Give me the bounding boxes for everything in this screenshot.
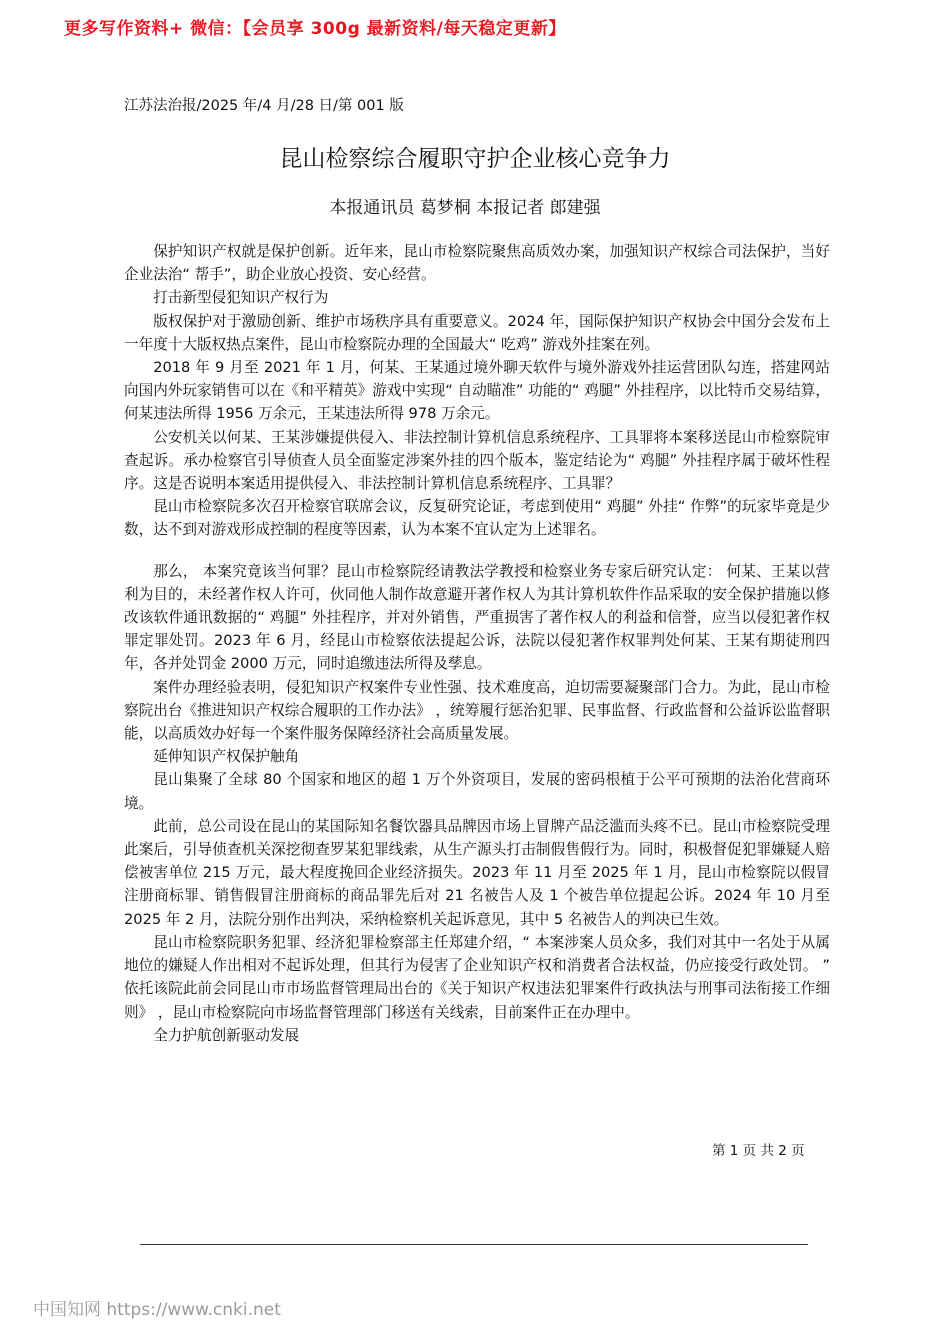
paragraph: 昆山市检察院职务犯罪、经济犯罪检察部主任郑建介绍，“ 本案涉案人员众多，我们对其中一名处于从属地位的嫌疑人作出相对不起诉处理，但其行为侵害了企业知识产权和消费者合法权益，仍应接受行政处罚。 ” 依托该院此前会同昆山市市场监督管理局出台的《关于知识产权违法犯罪案件行政执法与刑事司法衔接工作细则》 ，昆山市检察院向市场监督管理部门移送有关线索，目前案件正在办理中。	[124, 933, 830, 1021]
paragraph: 2018 年 9 月至 2021 年 1 月，何某、王某通过境外聊天软件与境外游戏外挂运营团队勾连，搭建网站向国内外玩家销售可以在《和平精英》游戏中实现“ 自动瞄准” 功能的“ 鸡腿” 外挂程序，以比特币交易结算，何某违法所得 1956 万余元，王某违法所得 978 万余元。	[124, 359, 830, 423]
article-title: 昆山检察综合履职守护企业核心竞争力	[279, 146, 671, 172]
source-line: 江苏法治报/2025 年/4 月/28 日/第 001 版	[124, 98, 404, 114]
paragraph: 昆山市检察院多次召开检察官联席会议，反复研究论证，考虑到使用“ 鸡腿” 外挂“ 作弊”的玩家毕竟是少数，达不到对游戏形成控制的程度等因素，认为本案不宜认定为上述罪名。	[124, 498, 830, 539]
section-heading: 打击新型侵犯知识产权行为	[153, 289, 329, 307]
footer-divider	[140, 1244, 808, 1245]
section-heading: 全力护航创新驱动发展	[153, 1026, 300, 1044]
byline: 本报通讯员 葛梦桐 本报记者 郎建强	[329, 198, 601, 218]
cnki-watermark: 中国知网 https://www.cnki.net	[33, 1300, 281, 1320]
paragraph: 保护知识产权就是保护创新。近年来，昆山市检察院聚焦高质效办案，加强知识产权综合司法保护，当好企业法治“ 帮手”，助企业放心投资、安心经营。	[124, 243, 830, 284]
paragraph: 版权保护对于激励创新、维护市场秩序具有重要意义。2024 年，国际保护知识产权协会中国分会发布上一年度十大版权热点案件，昆山市检察院办理的全国最大“ 吃鸡” 游戏外挂案在列。	[124, 312, 830, 353]
page-number: 第 1 页 共 2 页	[712, 1143, 805, 1159]
article-body	[124, 240, 830, 1047]
paragraph: 此前，总公司设在昆山的某国际知名餐饮器具品牌因市场上冒牌产品泛滥而头疼不已。昆山市检察院受理此案后，引导侦查机关深挖彻查罗某犯罪线索，从生产源头打击制假售假行为。同时，积极督促犯罪嫌疑人赔偿被害单位 215 万元，最大程度挽回企业经济损失。2023 年 11 月至 2025 年 1 月，昆山市检察院以假冒注册商标罪、销售假冒注册商标的商品罪先后对 21 名被告人及 1 个被告单位提起公诉。2024 年 10 月至 2025 年 2 月，法院分别作出判决，采纳检察机关起诉意见，其中 5 名被告人的判决已生效。	[124, 817, 830, 928]
paragraph: 昆山集聚了全球 80 个国家和地区的超 1 万个外资项目，发展的密码根植于公平可预期的法治化营商环境。	[124, 771, 830, 812]
promo-banner: 更多写作资料+ 微信：【会员享 300g 最新资料/每天稳定更新】	[64, 19, 566, 39]
paragraph: 案件办理经验表明，侵犯知识产权案件专业性强、技术难度高，迫切需要凝聚部门合力。为此，昆山市检察院出台《推进知识产权综合履职的工作办法》 ，统筹履行惩治犯罪、民事监督、行政监督和公益诉讼监督职能，以高质效办好每一个案件服务保障经济社会高质量发展。	[124, 678, 830, 743]
paragraph: 那么， 本案究竟该当何罪？昆山市检察院经请教法学教授和检察业务专家后研究认定： 何某、王某以营利为目的，未经著作权人许可，伙同他人制作故意避开著作权人为其计算机软件作品采取的安全保护措施以修改该软件通讯数据的“ 鸡腿” 外挂程序，并对外销售，严重损害了著作权人的利益和信誉，应当以侵犯著作权罪定罪处罚。2023 年 6 月，经昆山市检察依法提起公诉，法院以侵犯著作权罪判处何某、王某有期徒刑四年，各并处罚金 2000 万元，同时追缴违法所得及孳息。	[124, 562, 830, 673]
paragraph: 公安机关以何某、王某涉嫌提供侵入、非法控制计算机信息系统程序、工具罪将本案移送昆山市检察院审查起诉。承办检察官引导侦查人员全面鉴定涉案外挂的四个版本，鉴定结论为“ 鸡腿” 外挂程序属于破坏性程序。这是否说明本案适用提供侵入、非法控制计算机信息系统程序、工具罪？	[124, 428, 830, 493]
section-heading: 延伸知识产权保护触角	[153, 748, 300, 766]
